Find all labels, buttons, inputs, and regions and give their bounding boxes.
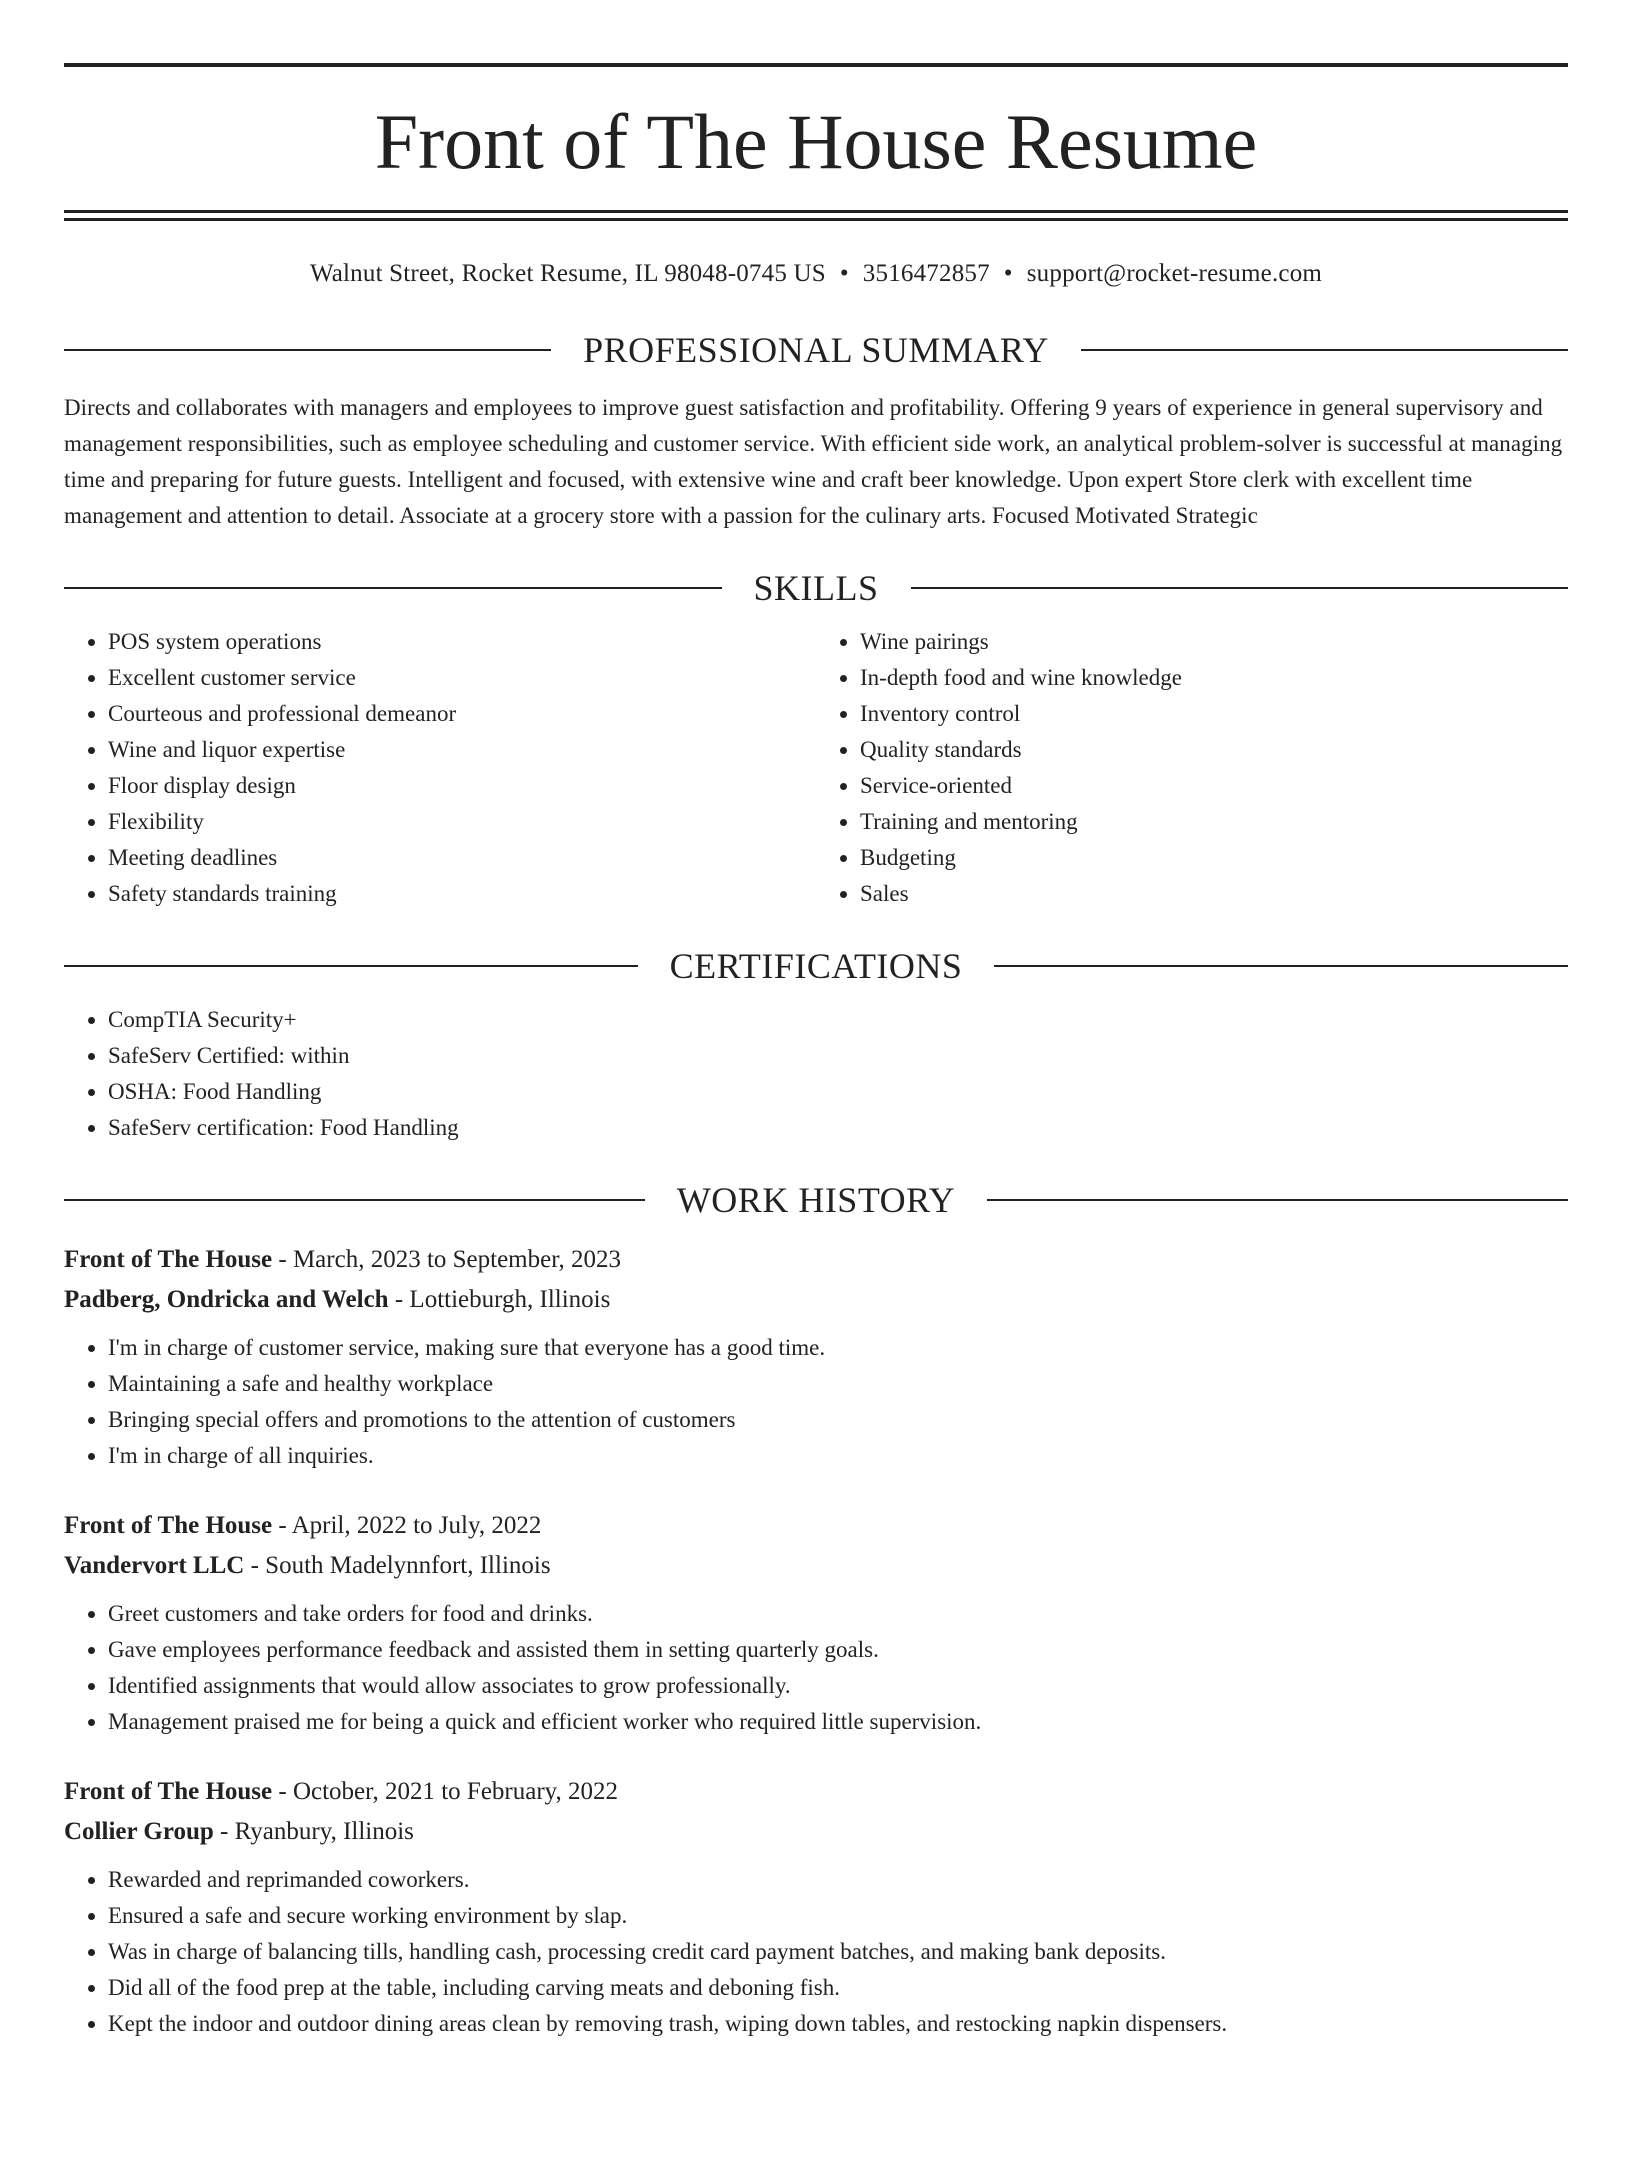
summary-text: Directs and collaborates with managers and employees to improve guest satisfaction and profitability. Offering 9 years of experience in general supervisory and management responsibilities, such as employee scheduling and customer service. With efficient side work, an analytical problem-solver is successful at managing time and preparing for future guests. Intelligent and focused, with extensive wine and craft beer knowledge. Upon expert Store clerk with excellent time management and attention to detail. Associate at a grocery store with a passion for the culinary arts. Focused Motivated Strategic — [64, 395, 1563, 528]
job-title: Front of The House — [64, 1778, 273, 1805]
contact-phone: 3516472857 — [862, 260, 990, 287]
job-bullet: • Gave employees performance feedback and assisted them in setting quarterly goals. — [108, 1632, 1568, 1668]
job-bullets — [64, 1862, 1568, 2042]
summary-section-header — [64, 332, 1568, 368]
title-double-rule — [64, 210, 1568, 221]
job-company-line — [64, 1812, 1568, 1852]
skill-item: • Meeting deadlines — [108, 840, 816, 876]
job-title-line — [64, 1240, 1568, 1280]
job-location: - South Madelynnfort, Illinois — [244, 1552, 551, 1579]
job-title: Front of The House — [64, 1512, 273, 1539]
resume-title: Front of The House Resume — [374, 98, 1258, 185]
contact-address: Walnut Street, Rocket Resume, IL 98048-0745 US — [309, 260, 826, 287]
contact-separator: • — [839, 260, 849, 287]
skill-item: • Sales — [860, 876, 1568, 912]
job-bullet: • I'm in charge of customer service, making sure that everyone has a good time. — [108, 1330, 1568, 1366]
job-bullet: • Kept the indoor and outdoor dining areas clean by removing trash, wiping down tables, and restocking napkin dispensers. — [108, 2006, 1568, 2042]
skill-item: • Safety standards training — [108, 876, 816, 912]
skill-item: • Training and mentoring — [860, 804, 1568, 840]
resume-page — [0, 63, 1632, 2175]
job-entry — [64, 1240, 1568, 1474]
skill-item: • In-depth food and wine knowledge — [860, 660, 1568, 696]
certifications-section-header — [64, 948, 1568, 984]
section-rule-left — [64, 587, 722, 589]
certifications-heading: CERTIFICATIONS — [669, 946, 963, 986]
skills-section-header — [64, 570, 1568, 606]
section-rule-right — [911, 587, 1569, 589]
job-dates: - October, 2021 to February, 2022 — [272, 1778, 619, 1805]
section-rule-left — [64, 1199, 645, 1201]
job-bullet: • Bringing special offers and promotions to the attention of customers — [108, 1402, 1568, 1438]
section-rule-left — [64, 349, 551, 351]
job-dates: - March, 2023 to September, 2023 — [272, 1246, 622, 1273]
job-bullet: • Was in charge of balancing tills, handling cash, processing credit card payment batches, and making bank deposits. — [108, 1934, 1568, 1970]
job-bullet: • Rewarded and reprimanded coworkers. — [108, 1862, 1568, 1898]
skills-list-left — [64, 624, 816, 912]
job-bullets — [64, 1596, 1568, 1740]
job-company-line — [64, 1280, 1568, 1320]
job-bullet: • Management praised me for being a quick and efficient worker who required little supervision. — [108, 1704, 1568, 1740]
certification-item: • CompTIA Security+ — [108, 1002, 1568, 1038]
contact-separator: • — [1003, 260, 1013, 287]
section-rule-left — [64, 965, 638, 967]
job-entry — [64, 1506, 1568, 1740]
job-bullets — [64, 1330, 1568, 1474]
skill-item: • Excellent customer service — [108, 660, 816, 696]
skills-columns — [64, 624, 1568, 912]
job-bullet: • Maintaining a safe and healthy workplace — [108, 1366, 1568, 1402]
work-history-section-header — [64, 1182, 1568, 1218]
job-company: Padberg, Ondricka and Welch — [64, 1286, 389, 1313]
job-company-line — [64, 1546, 1568, 1586]
certifications-list — [64, 1002, 1568, 1146]
skill-item: • Floor display design — [108, 768, 816, 804]
contact-email: support@rocket-resume.com — [1026, 260, 1323, 287]
skill-item: • Service-oriented — [860, 768, 1568, 804]
skills-heading: SKILLS — [753, 568, 879, 608]
job-bullet: • Identified assignments that would allow associates to grow professionally. — [108, 1668, 1568, 1704]
section-rule-right — [987, 1199, 1568, 1201]
job-location: - Ryanbury, Illinois — [213, 1818, 414, 1845]
job-bullet: • Did all of the food prep at the table, including carving meats and deboning fish. — [108, 1970, 1568, 2006]
job-title-line — [64, 1772, 1568, 1812]
skill-item: • POS system operations — [108, 624, 816, 660]
job-bullet: • Greet customers and take orders for food and drinks. — [108, 1596, 1568, 1632]
job-dates: - April, 2022 to July, 2022 — [272, 1512, 542, 1539]
job-bullet: • I'm in charge of all inquiries. — [108, 1438, 1568, 1474]
section-rule-right — [994, 965, 1568, 967]
section-rule-right — [1081, 349, 1568, 351]
job-title-line — [64, 1506, 1568, 1546]
contact-line — [64, 259, 1568, 289]
certification-item: • SafeServ Certified: within — [108, 1038, 1568, 1074]
skill-item: • Budgeting — [860, 840, 1568, 876]
job-company: Collier Group — [64, 1818, 214, 1845]
job-location: - Lottieburgh, Illinois — [388, 1286, 611, 1313]
job-entry — [64, 1772, 1568, 2042]
job-company: Vandervort LLC — [64, 1552, 245, 1579]
top-rule — [64, 63, 1568, 67]
job-bullet: • Ensured a safe and secure working environment by slap. — [108, 1898, 1568, 1934]
certification-item: • SafeServ certification: Food Handling — [108, 1110, 1568, 1146]
skill-item: • Wine pairings — [860, 624, 1568, 660]
certification-item: • OSHA: Food Handling — [108, 1074, 1568, 1110]
skills-list-right — [816, 624, 1568, 912]
skill-item: • Flexibility — [108, 804, 816, 840]
job-title: Front of The House — [64, 1246, 273, 1273]
skill-item: • Courteous and professional demeanor — [108, 696, 816, 732]
work-history-heading: WORK HISTORY — [676, 1180, 956, 1220]
skill-item: • Quality standards — [860, 732, 1568, 768]
skill-item: • Wine and liquor expertise — [108, 732, 816, 768]
summary-heading: PROFESSIONAL SUMMARY — [583, 330, 1049, 370]
skill-item: • Inventory control — [860, 696, 1568, 732]
